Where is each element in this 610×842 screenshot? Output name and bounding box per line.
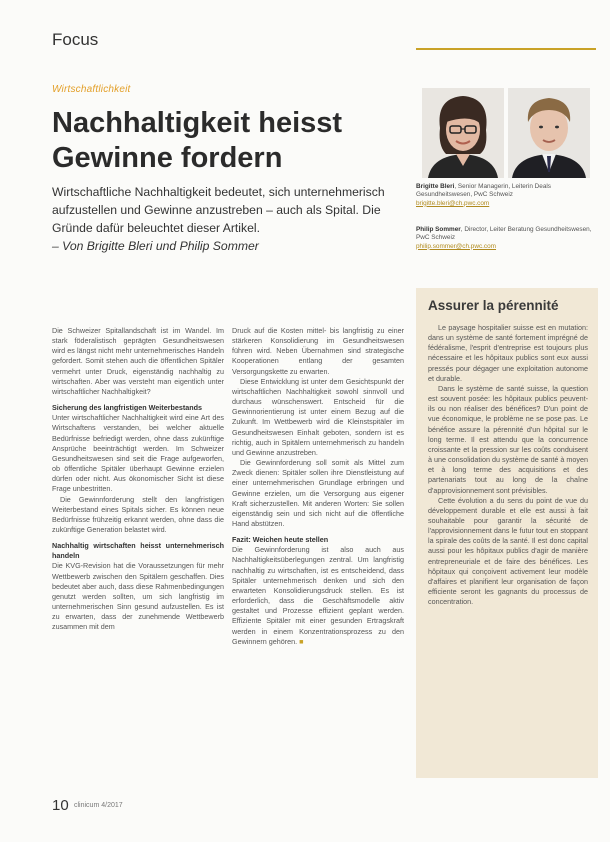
body-paragraph: Die Gewinnforderung stellt den langfristigen Weiterbestand eines Spitals sicher. Es können neue Bedürfnisse frühzeitig erkannt werden, ohne dass die zukünftige Generation belastet wird.	[52, 494, 224, 534]
author-name: Philip Sommer	[416, 226, 461, 233]
sidebar-paragraph: Dans le système de santé suisse, la question est souvent posée: les hôpitaux publics peuvent-ils ou non réaliser des bénéfices? D'un point de vue économique, le problème ne se pose pas. Le bénéfice assure la pérennité d'un hôpital sur le long terme. Il est attendu que la concurrence croissante et la pression sur les coûts conduisent à une consolidation du système de santé à moyen et à long terme des acquisitions et des partenariats tout au long de la chaîne d'approvisionnement sont prévisibles.	[428, 383, 588, 495]
byline: – Von Brigitte Bleri und Philip Sommer	[52, 239, 259, 253]
body-paragraph	[232, 545, 404, 647]
sidebar-spacer	[416, 272, 596, 288]
body-paragraph: Druck auf die Kosten mittel- bis langfristig zu einer stärkeren Konsolidierung im Gesundheitswesen führen wird. Neben Übernahmen sind strategische Kooperationen entlang der gesamten Versorgungskette zu erwarten.	[232, 326, 404, 376]
subheading: Fazit: Weichen heute stellen	[232, 535, 329, 545]
author-bio-2: Philip Sommer, Director, Leiter Beratung Gesundheitswesen, PwC Schweiz philip.sommer@ch.pwc.com	[416, 226, 592, 250]
body-paragraph: Die Gewinnforderung soll somit als Mittel zum Zweck dienen: Spitäler sollen ihre Dienstleistung auf einer unternehmerischen Grundlage erbringen und Gewinne erzielen, um die Versorgung aus eigener Kraft sicherzustellen. Mit anderen Worten: Sie sollen eigenständig sein und sich nicht auf die öffentliche Hand abstützen.	[232, 458, 404, 528]
sidebar-title: Assurer la pérennité	[428, 298, 559, 313]
author-role: Director, Leiter Beratung Gesundheitswesen, PwC Schweiz	[416, 226, 592, 242]
body-paragraph: Diese Entwicklung ist unter dem Gesichtspunkt der wirtschaftlichen Nachhaltigkeit sowohl sinnvoll und durchaus wünschenswert. Entscheid für die Gewinnorientierung ist unter einem Bezug auf die Zukunft. Im Wettbewerb wird die Kleinstspitäler im Gesundheitswesen Einhalt geboten, sondern ist es richtig, auch in Spitälern unternehmerisch zu handeln und Gewinne anzustreben.	[232, 376, 404, 457]
body-text: Die Gewinnforderung ist also auch aus Nachhaltigkeitsüberlegungen zentral. Um langfristig nachhaltig zu wirtschaften, ist es entscheidend, dass Spitäler unternehmerisch denken und sich den erwarteten Konsolidierungsdruck stellen. Es ist erforderlich, dass die Geschäftsmodelle aktiv gestaltet und Prozesse effizient geplant werden. Effiziente Spitäler mit einer gesunden Ertragskraft werden in einem Konzentrationsprozess zu den Gewinnern gehören.	[232, 545, 404, 646]
author-bio-1: Brigitte Bleri, Senior Managerin, Leiterin Deals Gesundheitswesen, PwC Schweiz brigitte.bleri@ch.pwc.com	[416, 183, 551, 207]
subheading: Sicherung des langfristigen Weiterbestands	[52, 403, 203, 413]
article-title-line2: Gewinne fordern	[52, 142, 283, 174]
sidebar-paragraph: Cette évolution a du sens du point de vue du développement durable et elle est aussi à fait souhaitable pour garantir la sécurité de l'approvisionnement dans le futur tout en stoppant la spirale des coûts de la santé. Il est donc capital aussi pour les hôpitaux publics d'agir de manière entrepreneuriale et de faire des bénéfices. Les hôpitaux qui conçoivent activement leur modèle d'affaires et planifient leur organisation de façon efficiente seront les gagnants du processus de concentration.	[428, 495, 588, 607]
end-mark: ■	[299, 636, 304, 646]
body-column-2	[232, 326, 404, 647]
body-paragraph: Die KVG-Revision hat die Voraussetzungen für mehr Wettbewerb zwischen den Spitälern geschaffen. Dies bedeutet aber auch, dass diese Rahmenbedingungen genutzt werden sollten, um sich langfristig im unternehmerischen Sinn gesund aufzustellen. Es ist zu erwarten, dass der zunehmende Wettbewerb zusammen mit dem	[52, 561, 224, 632]
author-role: Senior Managerin, Leiterin Deals Gesundheitswesen, PwC Schweiz	[416, 183, 551, 199]
author-name: Brigitte Bleri	[416, 183, 455, 190]
body-paragraph: Unter wirtschaftlicher Nachhaltigkeit wird eine Art des Wirtschaftens verstanden, bei welcher aktuelle Bedürfnisse befriedigt werden, ohne dass zukünftige Ansprüche beeinträchtigt werden. Im Schweizer Gesundheitswesen sind seit die Frage aufgeworfen, ob öffentliche Spitäler überhaupt Gewinne erzielen dürfen oder nicht. Aus ökonomischer Sicht ist diese Frage unbestritten.	[52, 413, 224, 494]
article-title	[52, 106, 392, 176]
issue-label: clinicum 4/2017	[74, 802, 123, 809]
sidebar-paragraph: Le paysage hospitalier suisse est en mutation: dans un système de santé fortement imprégné de fédéralisme, l'esprit d'entreprise est toujours plus nécessaire et les hôpitaux publics sont eux aussi pressés pour dégager une exploitation autonome et durable.	[428, 323, 588, 383]
body-column-1	[52, 326, 224, 633]
sidebar-text	[428, 323, 588, 607]
page-number: 10	[52, 797, 69, 814]
author-email-link[interactable]: philip.sommer@ch.pwc.com	[416, 242, 497, 250]
author-photo-sommer	[508, 88, 590, 178]
lead-text: Wirtschaftliche Nachhaltigkeit bedeutet, sich unternehmerisch aufzustellen und Gewinne anzustreben – auch als Spital. Die Gründe dafür beleuchtet dieser Artikel.	[52, 185, 385, 235]
subheading: Nachhaltig wirtschaften heisst unternehmerisch handeln	[52, 541, 224, 561]
article-title-line1: Nachhaltigkeit heisst	[52, 107, 343, 139]
header-rule	[416, 48, 596, 50]
author-photo-bleri	[422, 88, 504, 178]
body-paragraph: Die Schweizer Spitallandschaft ist im Wandel. Im stark föderalistisch geprägten Gesundheitswesen wird es längst nicht mehr unternehmerisches Handeln gefordert. Somit stehen auch die öffentlichen Spitäler vermehrt unter Druck, eigenständig nachhaltig zu wirtschaften. Aber was versteht man eigentlich unter wirtschaftlicher Nachhaltigkeit?	[52, 326, 224, 396]
article-lead	[52, 183, 397, 255]
author-email-link[interactable]: brigitte.bleri@ch.pwc.com	[416, 199, 490, 207]
kicker: Wirtschaftlichkeit	[52, 84, 131, 95]
section-label: Focus	[52, 30, 99, 49]
